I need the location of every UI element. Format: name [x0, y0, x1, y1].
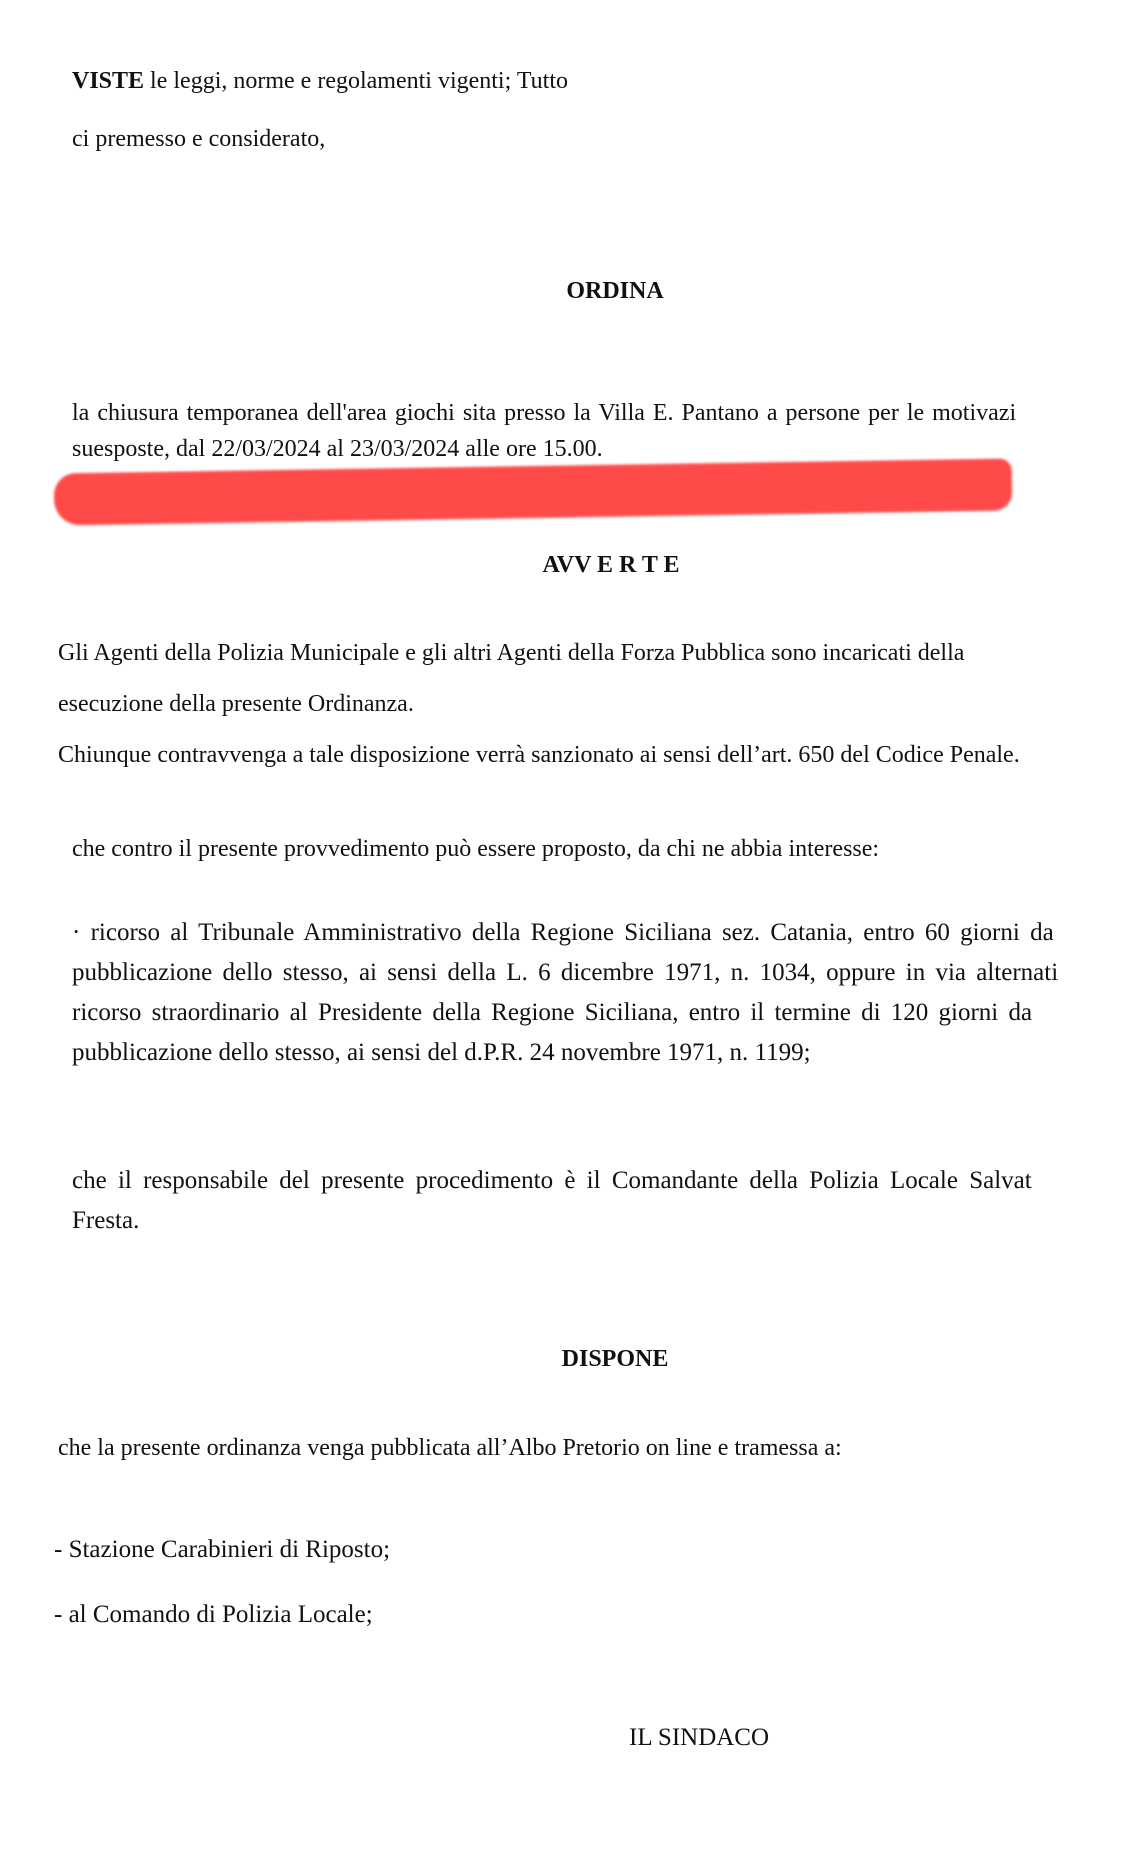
chiunque-line: Chiunque contravvenga a tale disposizione verrà sanzionato ai sensi dell’art. 650 del Codice Penale.	[58, 742, 1020, 768]
signature-label: IL SINDACO	[629, 1724, 770, 1751]
pubblicata-line: che la presente ordinanza venga pubblicata all’Albo Pretorio on line e tramessa a:	[58, 1435, 842, 1461]
viste-keyword: VISTE	[72, 68, 145, 94]
viste-text: le leggi, norme e regolamenti vigenti; Tutto	[144, 68, 568, 94]
ricorso-line-2: pubblicazione dello stesso, ai sensi della L. 6 dicembre 1971, n. 1034, oppure in via alternati	[72, 959, 1059, 986]
ordina-heading: ORDINA	[566, 278, 664, 304]
agenti-line-2: esecuzione della presente Ordinanza.	[58, 691, 414, 717]
red-highlighter-stroke	[54, 458, 1013, 525]
premesso-line: ci premesso e considerato,	[72, 126, 326, 152]
recipient-item: - al Comando di Polizia Locale;	[54, 1601, 373, 1628]
ricorso-line-1: · ricorso al Tribunale Amministrativo della Regione Siciliana sez. Catania, entro 60 giorni da	[72, 919, 1054, 946]
recipient-item: - Stazione Carabinieri di Riposto;	[54, 1536, 391, 1563]
ordina-line-1: la chiusura temporanea dell'area giochi sita presso la Villa E. Pantano a persone per le motivazi	[72, 400, 1017, 426]
ricorso-line-4: pubblicazione dello stesso, ai sensi del d.P.R. 24 novembre 1971, n. 1199;	[72, 1039, 811, 1066]
contro-line: che contro il presente provvedimento può essere proposto, da chi ne abbia interesse:	[72, 836, 880, 862]
ricorso-line-3: ricorso straordinario al Presidente della Regione Siciliana, entro il termine di 120 giorni da	[72, 999, 1033, 1026]
agenti-line-1: Gli Agenti della Polizia Municipale e gli altri Agenti della Forza Pubblica sono incaricati della	[58, 640, 965, 666]
avverte-heading: AVV E R T E	[542, 552, 680, 578]
ordina-line-2: suesposte, dal 22/03/2024 al 23/03/2024 alle ore 15.00.	[72, 436, 603, 462]
responsabile-line-2: Fresta.	[72, 1207, 140, 1234]
viste-line	[72, 66, 568, 96]
responsabile-line-1: che il responsabile del presente procedimento è il Comandante della Polizia Locale Salvat	[72, 1167, 1032, 1194]
dispone-heading: DISPONE	[561, 1346, 669, 1372]
